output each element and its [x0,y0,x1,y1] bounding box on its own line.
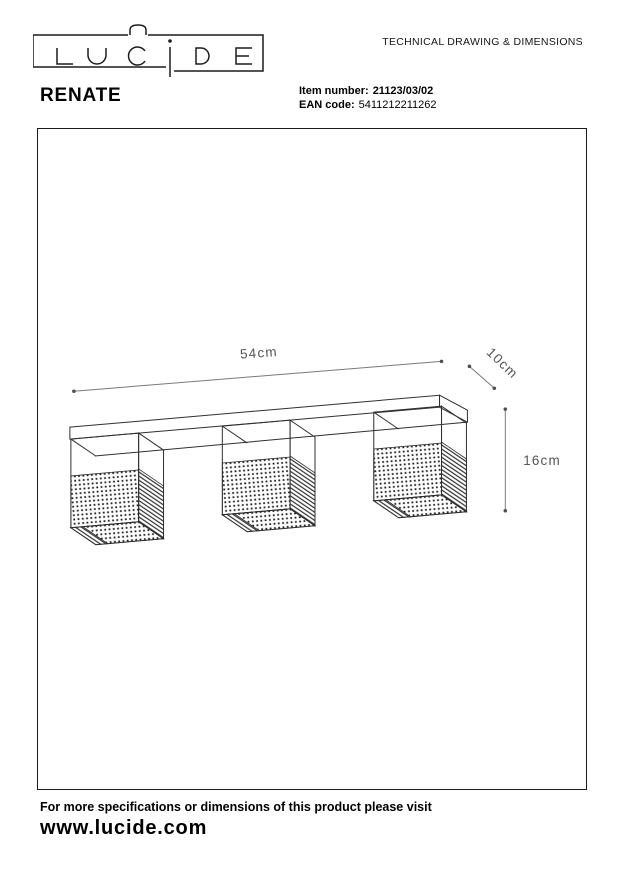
cage-shade-3 [374,406,467,518]
technical-drawing-frame [37,128,587,790]
dimension-height [504,407,561,512]
item-number-value: 21123/03/02 [372,85,434,97]
item-number-label: Item number: [299,85,369,97]
logo-letter-l [57,48,73,64]
dimension-depth [468,345,522,390]
cage-shade-1 [71,433,164,545]
page-title: RENATE [40,85,122,106]
item-number-row [299,84,437,98]
logo-box-left [33,35,166,67]
dimension-depth-label: 10cm [483,344,522,382]
dimension-height-label: 16cm [523,452,561,468]
mounting-plate [70,395,468,439]
logo-notch [130,25,146,35]
ean-code-label: EAN code: [299,99,355,111]
logo-letter-i-dot [168,39,172,43]
logo-letter-e [236,48,252,64]
fixture-drawing [38,129,586,789]
item-info-block [299,84,437,112]
plate-end-face [440,395,468,422]
logo-letter-d [196,48,209,64]
logo-letter-c [129,47,145,65]
lucide-logo [33,22,269,84]
website-link[interactable]: www.lucide.com [40,817,208,839]
dimension-length [72,344,443,393]
logo-text [0,0,1,1]
footer-note: For more specifications or dimensions of this product please visit [40,800,432,814]
dimension-length-label: 54cm [239,344,279,362]
plate-front-face [70,395,440,439]
doc-type-label: TECHNICAL DRAWING & DIMENSIONS [382,36,583,48]
ean-code-value: 5411212211262 [358,99,437,111]
logo-letter-u [88,48,106,64]
ean-code-row [299,98,437,112]
logo-box-right [148,35,263,71]
